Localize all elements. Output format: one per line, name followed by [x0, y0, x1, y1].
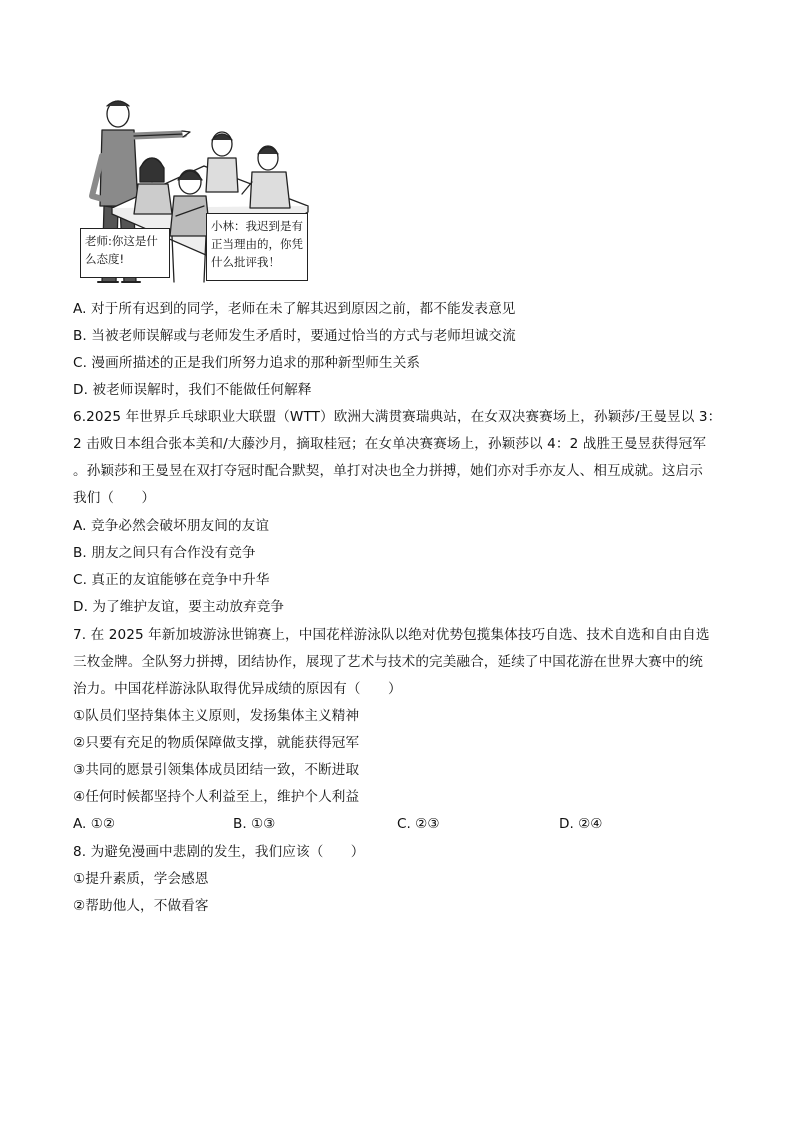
q7-stem-line-1: 7. 在 2025 年新加坡游泳世锦赛上，中国花样游泳队以绝对优势包揽集体技巧自选、技术自选和自由自选 [73, 627, 710, 643]
q7-option-d: D. ②④ [559, 816, 603, 832]
q5-option-b: B. 当被老师误解或与老师发生矛盾时，要通过恰当的方式与老师坦诚交流 [73, 328, 516, 344]
q6-option-d: D. 为了维护友谊，要主动放弃竞争 [73, 599, 285, 615]
q7-statement-1: ①队员们坚持集体主义原则，发扬集体主义精神 [73, 708, 360, 724]
q8-statement-2: ②帮助他人，不做看客 [73, 898, 209, 914]
q6-stem-line-2: 2 击败日本组合张本美和/大藤沙月，摘取桂冠；在女单决赛赛场上，孙颖莎以 4：2 战胜王曼昱获得冠军 [73, 436, 707, 452]
xiaolin-speech-bubble: 小林：我迟到是有正当理由的，你凭什么批评我！ [206, 213, 308, 281]
q6-stem-line-3: 。孙颖莎和王曼昱在双打夺冠时配合默契，单打对决也全力拼搏，她们亦对手亦友人、相互成就。这启示 [73, 463, 703, 479]
q6-stem-line-1: 6.2025 年世界乒乓球职业大联盟（WTT）欧洲大满贯赛瑞典站，在女双决赛赛场上，孙颖莎/王曼昱以 3： [73, 409, 722, 425]
q7-option-a: A. ①② [73, 816, 116, 832]
q5-option-d: D. 被老师误解时，我们不能做任何解释 [73, 382, 312, 398]
q7-option-c: C. ②③ [397, 816, 440, 832]
q6-option-b: B. 朋友之间只有合作没有竞争 [73, 545, 256, 561]
q7-statement-3: ③共同的愿景引领集体成员团结一致，不断进取 [73, 762, 360, 778]
q7-option-b: B. ①③ [233, 816, 276, 832]
cartoon-illustration [72, 96, 312, 288]
teacher-speech-bubble: 老师:你这是什么态度! [80, 228, 170, 278]
q7-options-row [73, 815, 693, 833]
q7-stem-line-2: 三枚金牌。全队努力拼搏，团结协作，展现了艺术与技术的完美融合，延续了中国花游在世界大赛中的统 [73, 654, 703, 670]
q5-option-a: A. 对于所有迟到的同学，老师在未了解其迟到原因之前，都不能发表意见 [73, 301, 516, 317]
q7-statement-2: ②只要有充足的物质保障做支撑，就能获得冠军 [73, 735, 360, 751]
q8-stem: 8. 为避免漫画中悲剧的发生，我们应该（ ） [73, 844, 365, 860]
q5-option-c: C. 漫画所描述的正是我们所努力追求的那种新型师生关系 [73, 355, 421, 371]
q6-stem-line-4: 我们（ ） [73, 490, 156, 506]
q7-stem-line-3: 治力。中国花样游泳队取得优异成绩的原因有（ ） [73, 681, 402, 697]
q6-option-c: C. 真正的友谊能够在竞争中升华 [73, 572, 270, 588]
q6-option-a: A. 竞争必然会破坏朋友间的友谊 [73, 518, 270, 534]
q8-statement-1: ①提升素质，学会感恩 [73, 871, 209, 887]
q7-statement-4: ④任何时候都坚持个人利益至上，维护个人利益 [73, 789, 360, 805]
